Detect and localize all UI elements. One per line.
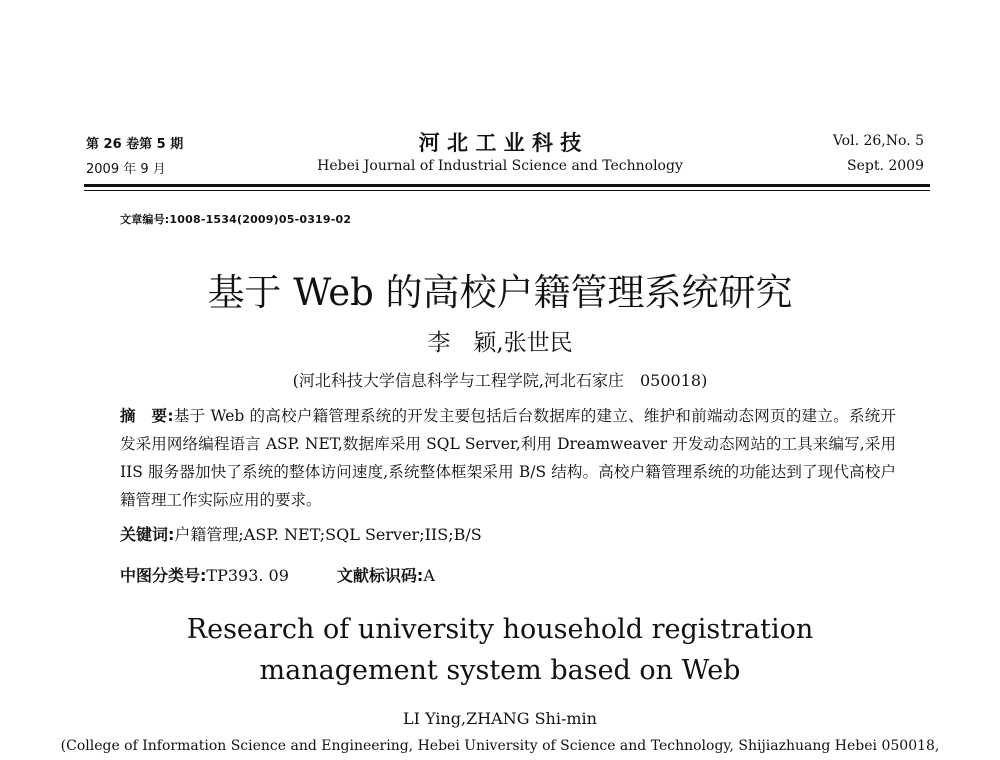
keywords-text: 户籍管理;ASP. NET;SQL Server;IIS;B/S [174,525,482,544]
journal-name-en: Hebei Journal of Industrial Science and Technology [317,158,683,174]
classification [120,563,435,586]
clc-value: TP393. 09 [206,566,289,585]
doc-code-label: 文献标识码: [336,566,424,585]
journal-date-cn: 2009 年 9 月 [86,162,166,177]
keywords [120,522,482,545]
title-cn: 基于 Web 的高校户籍管理系统研究 [207,271,793,314]
keywords-label: 关键词: [120,525,175,544]
clc-label: 中图分类号: [120,566,207,585]
article-number: 文章编号:1008-1534(2009)05-0319-02 [120,213,352,226]
journal-volume-en: Vol. 26,No. 5 [832,133,924,149]
title-en-line2: management system based on Web [259,655,741,686]
abstract-text: 基于 Web 的高校户籍管理系统的开发主要包括后台数据库的建立、维护和前端动态网页的建立。系统开发采用网络编程语言 ASP. NET,数据库采用 SQL Server,利用 Dreamweaver 开发动态网站的工具来编写,采用 IIS 服务器加快了系统的整体访问速度,系统整体框架采用 B/S 结构。高校户籍管理系统的功能达到了现代高校户籍管理工作实际应用的要求。 [120,407,896,509]
authors-cn: 李 颖,张世民 [427,330,573,356]
header-rule-thick [84,184,930,187]
doc-code-value: A [423,566,435,585]
abstract [120,402,896,514]
journal-volume-cn: 第 26 卷第 5 期 [86,137,184,152]
abstract-label: 摘 要: [120,407,174,425]
affiliation-en: (College of Information Science and Engineering, Hebei University of Science and Technology, Shijiazhuang Hebei 050018, [60,738,940,754]
journal-name-cn: 河 北 工 业 科 技 [418,130,582,155]
authors-en: LI Ying,ZHANG Shi-min [403,709,597,728]
affiliation-cn: (河北科技大学信息科学与工程学院,河北石家庄 050018) [292,371,708,390]
title-en-line1: Research of university household registration [186,614,814,645]
journal-date-en: Sept. 2009 [847,158,924,174]
header-rule-thin [84,190,930,191]
